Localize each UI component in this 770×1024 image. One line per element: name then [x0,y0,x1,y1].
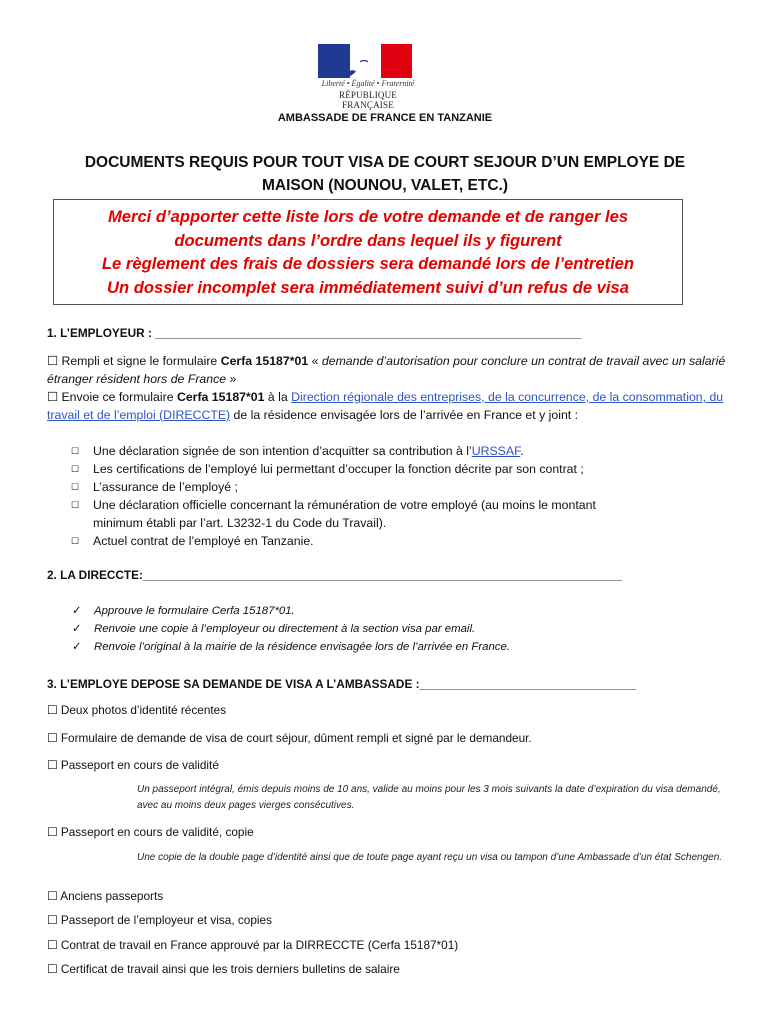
checkmark-icon: ✓ [72,605,82,617]
checkbox-icon: ☐ [71,482,80,492]
send-form-label: ☐ Envoie ce formulaire [47,390,177,404]
required-employer-passport: ☐ Passeport de l’employeur et visa, copies [47,913,272,927]
checkbox-label: ☐ Rempli et signe le formulaire [47,354,221,368]
quote-open: « [308,354,322,368]
required-passport: ☐ Passeport en cours de validité [47,758,219,772]
checkmark-icon: ✓ [72,641,82,653]
required-application-form: ☐ Formulaire de demande de visa de court séjour, dûment rempli et signé par le demandeur. [47,731,532,745]
checkbox-icon: ☐ [71,500,80,510]
residence-label: de la résidence envisagée lors de l’arrivée en France et y joint : [230,408,579,422]
direccte-paragraph [47,388,727,424]
list-item [72,638,510,656]
copy-text: Renvoie une copie à l’employeur ou directement à la section visa par email. [94,623,476,635]
employer-form-paragraph [47,352,727,388]
section-2-heading: 2. LA DIRECCTE:_________________________________________________________________________ [47,568,622,582]
list-item [71,532,314,550]
notice-line-4: Un dossier incomplet sera immédiatement suivi d’un refus de visa [107,277,629,297]
list-item [71,478,238,496]
list-item [71,442,524,460]
list-item [72,602,295,620]
checkbox-icon: ☐ [71,446,80,456]
passport-note: Un passeport intégral, émis depuis moins de 10 ans, valide au moins pour les 3 mois suivants la date d’expiration du visa demandé, avec au moins deux pages vierges consécutives. [137,784,721,811]
certifications-text: Les certifications de l’employé lui permettant d’occuper la fonction décrite par son contrat ; [93,462,584,476]
title-line-2: MAISON (NOUNOU, VALET, ETC.) [262,177,508,194]
list-item [72,620,475,638]
notice-line-2: documents dans l’ordre dans lequel ils y figurent [174,230,562,250]
checkbox-icon: ☐ [71,464,80,474]
checkbox-icon: ☐ [71,536,80,546]
to-label: à la [264,390,292,404]
urssaf-link[interactable]: URSSAF [471,444,521,458]
direccte-link[interactable]: Direction régionale des entreprises, de la concurrence, de la consommation, du travail et de l’emploi (DIRECCTE) [47,390,724,422]
marianne-profile-icon [342,48,388,78]
cerfa-number: Cerfa 15187*01 [220,354,309,368]
notice-line-1: Merci d’apporter cette liste lors de votre demande et de ranger les [107,207,629,226]
notice-box [53,199,683,305]
required-passport-copy: ☐ Passeport en cours de validité, copie [47,825,254,839]
checkmark-icon: ✓ [72,623,82,635]
title-line-1: DOCUMENTS REQUIS POUR TOUT VISA DE COURT SEJOUR D’UN EMPLOYE DE [84,154,686,171]
logo-motto: Liberté • Égalité • Fraternité [321,79,415,88]
quote-close: » [226,372,237,386]
contract-text: Actuel contrat de l’employé en Tanzanie. [93,534,314,548]
approve-text: Approuve le formulaire Cerfa 15187*01. [94,605,295,617]
required-photos: ☐ Deux photos d’identité récentes [47,703,227,717]
required-old-passports: ☐ Anciens passeports [47,889,164,903]
urssaf-text: Une déclaration signée de son intention d’acquitter sa contribution à l’ [93,444,472,458]
list-item [71,496,596,532]
insurance-text: L’assurance de l’employé ; [93,480,238,494]
section-1-heading: 1. L’EMPLOYEUR : _________________________________________________________________ [47,326,582,340]
section-3-heading: 3. L’EMPLOYE DEPOSE SA DEMANDE DE VISA A L’AMBASSADE :_________________________________ [47,677,637,691]
original-text: Renvoie l’original à la mairie de la résidence envisagée lors de l’arrivée en France. [94,641,510,653]
republique-francaise-logo [316,44,420,110]
cerfa-number-2: Cerfa 15187*01 [176,390,265,404]
list-item [71,460,584,478]
remuneration-text-2: minimum établi par l’art. L3232-1 du Code du Travail). [93,516,387,530]
passport-copy-note: Une copie de la double page d’identité ainsi que de toute page ayant reçu un visa ou tampon d’une Ambassade d’un état Schengen. [137,852,723,863]
remuneration-text-1: Une déclaration officielle concernant la rémunération de votre employé (au moins le montant [93,498,596,512]
cerfa-description: demande d’autorisation pour conclure un contrat de travail avec un salarié étranger résident hors de France [47,354,726,386]
period: . [520,444,524,458]
embassy-name: AMBASSADE DE FRANCE EN TANZANIE [277,112,493,124]
logo-name: RÉPUBLIQUE FRANÇAISE [339,90,397,110]
document-title [40,151,730,197]
required-work-certificate: ☐ Certificat de travail ainsi que les trois derniers bulletins de salaire [47,962,400,976]
notice-line-3: Le règlement des frais de dossiers sera demandé lors de l’entretien [101,254,635,273]
required-work-contract: ☐ Contrat de travail en France approuvé par la DIRRECCTE (Cerfa 15187*01) [47,938,459,952]
